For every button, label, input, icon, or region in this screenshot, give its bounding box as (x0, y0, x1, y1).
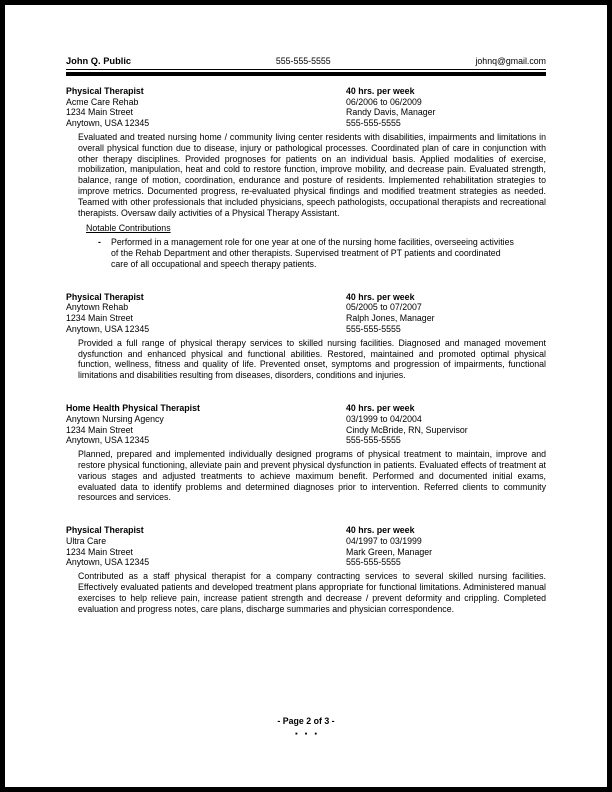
job-dates: 06/2006 to 06/2009 (346, 96, 422, 107)
job-supervisor: Cindy McBride, RN, Supervisor (346, 424, 468, 435)
job-description: Contributed as a staff physical therapist for a company contracting services to several skilled nursing facilities. Effectively evaluated patients and developed treatment plans appropriate for functional limitations. Administered manual exercises to help relieve pain, increase patient strength and decrease / prevent deformity and crippling. Completed evaluation and progress notes, care plans, discharge summaries and physician correspondence. (78, 571, 546, 614)
job-address: 1234 Main Street (66, 313, 133, 324)
job-address: 1234 Main Street (66, 546, 133, 557)
job-city: Anytown, USA 12345 (66, 435, 150, 446)
job-description: Planned, prepared and implemented individually designed programs of physical treatment to maintain, improve and restore physical functioning, alleviate pain and prevent physical dysfunction in patients. Evaluated effects of treatment at various stages and adjusted treatments to achieve maximum benefit. Performed and documented initial exams, evaluated data to identify problems and determined diagnoses prior to intervention. Referred clients to community resources and services. (78, 449, 546, 503)
job-hours: 40 hrs. per week (346, 291, 415, 302)
job-hours: 40 hrs. per week (346, 85, 415, 96)
job-title: Physical Therapist (66, 525, 144, 536)
job-heading-left (66, 292, 346, 335)
notable-contribution-text: Performed in a management role for one year at one of the nursing home facilities, overseeing activities of the Rehab Department and other therapists. Supervised treatment of PT patients and coordinated care of all occupational and speech therapy patients. (111, 237, 514, 269)
job-title: Home Health Physical Therapist (66, 402, 200, 413)
job-heading (66, 86, 546, 129)
bullet-dash-icon: - (98, 237, 101, 248)
page-number-label: - Page 2 of 3 - (277, 716, 335, 726)
job-heading-left (66, 86, 346, 129)
job-heading-left (66, 403, 346, 446)
job-title: Physical Therapist (66, 85, 144, 96)
job-hours: 40 hrs. per week (346, 402, 415, 413)
job-city: Anytown, USA 12345 (66, 557, 150, 568)
job-phone: 555-555-5555 (346, 435, 401, 446)
job-city: Anytown, USA 12345 (66, 118, 150, 129)
job-phone: 555-555-5555 (346, 118, 401, 129)
job-dates: 03/1999 to 04/2004 (346, 413, 422, 424)
job-dates: 04/1997 to 03/1999 (346, 535, 422, 546)
job-heading-right (346, 525, 546, 568)
job-hours: 40 hrs. per week (346, 525, 415, 536)
job-employer: Acme Care Rehab (66, 96, 139, 107)
job-supervisor: Randy Davis, Manager (346, 107, 436, 118)
job-city: Anytown, USA 12345 (66, 323, 150, 334)
resume-page (5, 5, 607, 787)
job-section-ultra-care (66, 525, 546, 614)
page-footer (5, 716, 607, 740)
notable-contribution-item (86, 237, 546, 269)
notable-contributions (86, 223, 546, 269)
job-heading-right (346, 86, 546, 129)
header-rule (66, 72, 546, 76)
job-supervisor: Ralph Jones, Manager (346, 313, 435, 324)
contact-name: John Q. Public (66, 56, 132, 66)
job-employer: Ultra Care (66, 535, 107, 546)
job-heading (66, 403, 546, 446)
job-section-anytown-rehab (66, 292, 546, 381)
job-heading-left (66, 525, 346, 568)
job-heading (66, 292, 546, 335)
job-section-acme-care-rehab (66, 86, 546, 270)
job-supervisor: Mark Green, Manager (346, 546, 433, 557)
job-heading-right (346, 403, 546, 446)
job-employer: Anytown Rehab (66, 302, 129, 313)
job-phone: 555-555-5555 (346, 557, 401, 568)
job-address: 1234 Main Street (66, 107, 133, 118)
footer-dots-icon: ▪▪▪ (295, 728, 324, 738)
job-heading (66, 525, 546, 568)
job-phone: 555-555-5555 (346, 323, 401, 334)
contact-email: johnq@gmail.com (475, 56, 546, 66)
job-title: Physical Therapist (66, 291, 144, 302)
job-address: 1234 Main Street (66, 424, 133, 435)
contact-phone: 555-555-5555 (275, 56, 331, 66)
job-dates: 05/2005 to 07/2007 (346, 302, 422, 313)
notable-contributions-heading: Notable Contributions (86, 223, 171, 234)
job-description: Provided a full range of physical therapy services to skilled nursing facilities. Diagnosed and managed movement dysfunction and enhanced physical and functional abilities. Restored, maintained and promoted optimal physical function, wellness, fitness and quality of life. Prevented onset, symptoms and progression of impairments, functional limitations and disabilities resulting from diseases, disorders, conditions and injuries. (78, 337, 546, 381)
contact-header (66, 56, 546, 70)
job-section-anytown-nursing-agency (66, 403, 546, 503)
job-description: Evaluated and treated nursing home / community living center residents with disabilities, impairments and limitations in overall physical function due to disease, injury or pathological processes. Coordinated plan of care in conjunction with other therapy disciplines. Provided prognoses for patients on an individual basis. Applied modalities of exercise, mobilization, manipulation, heat and cold to restore function, improve mobility, and decrease pain. Evaluated strength, balance, range of motion, coordination, endurance and posture of residents. Implemented rehabilitation strategies to improve metrics. Documented progress, re-evaluated physical findings and modified treatment strategies as needed. Teamed with other professionals that included physicians, speech pathologists, occupational therapists and recreational therapists. Oversaw daily activities of a Physical Therapy Assistant. (78, 131, 546, 218)
job-heading-right (346, 292, 546, 335)
job-employer: Anytown Nursing Agency (66, 413, 164, 424)
